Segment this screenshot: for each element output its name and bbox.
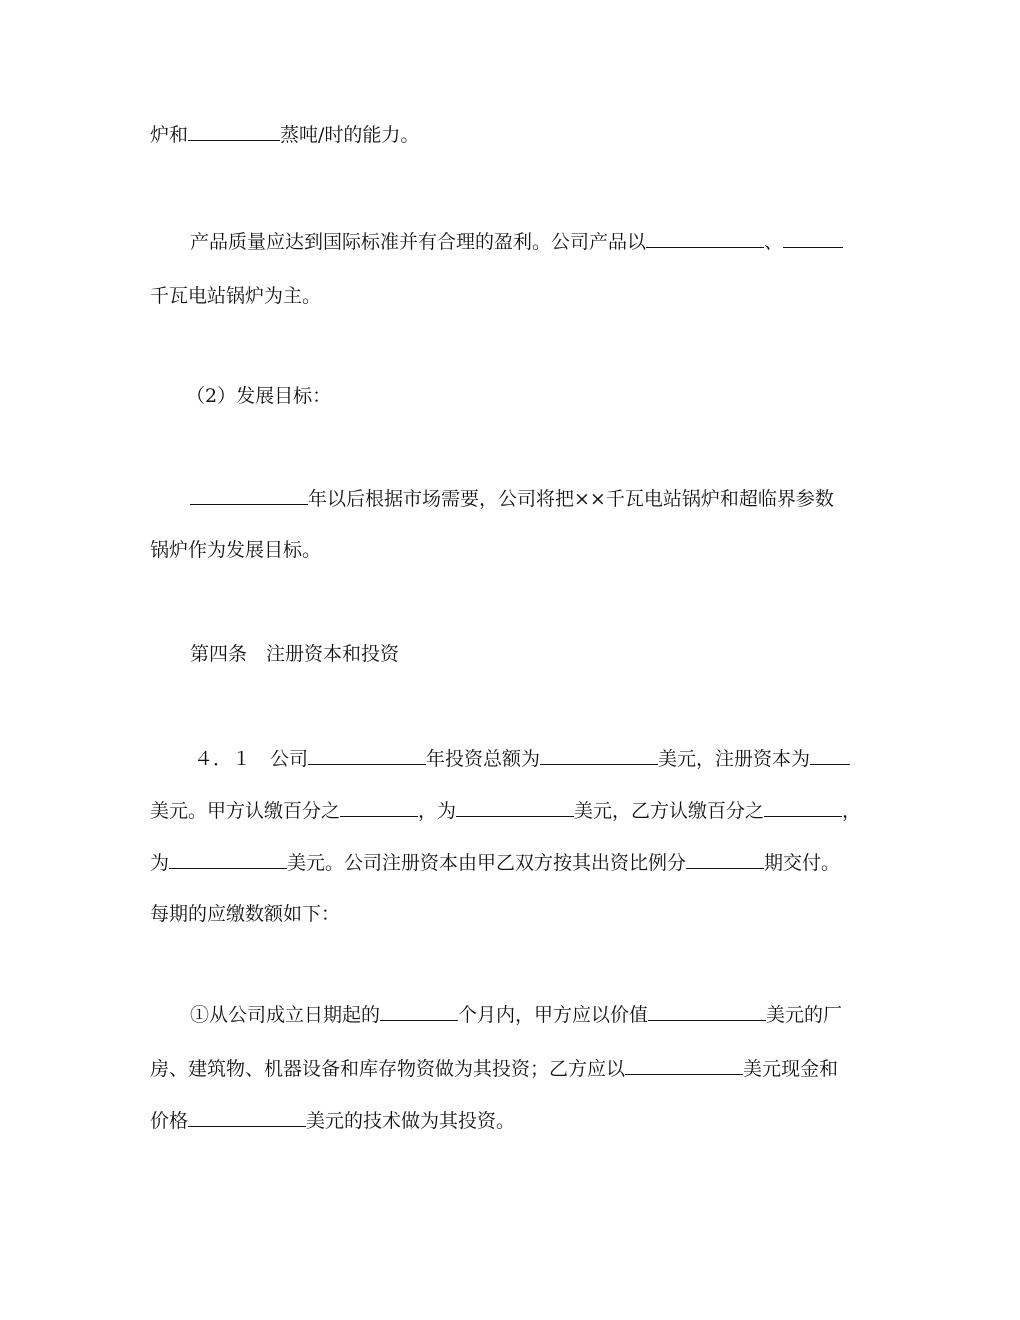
fill-blank xyxy=(810,746,850,765)
fill-blank xyxy=(686,850,764,869)
fill-blank xyxy=(764,798,842,817)
text-line: 美元。甲方认缴百分之 ，为 美元，乙方认缴百分之 ， xyxy=(150,800,862,822)
text-line: 年以后根据市场需要，公司将把××千瓦电站锅炉和超临界参数 xyxy=(190,486,1020,511)
section-heading: （2）发展目标： xyxy=(186,385,332,407)
fill-blank xyxy=(783,229,843,248)
text-line: 为 美元。公司注册资本由甲乙双方按其出资比例分 期交付。 xyxy=(150,852,841,874)
fill-blank xyxy=(456,798,574,817)
fill-blank xyxy=(188,1108,306,1127)
fill-blank xyxy=(169,850,287,869)
article-heading: 第四条 注册资本和投资 xyxy=(190,643,400,665)
fill-blank xyxy=(188,122,280,141)
fill-blank xyxy=(625,1056,743,1075)
fill-blank xyxy=(308,746,426,765)
text-line: 锅炉作为发展目标。 xyxy=(150,539,322,561)
text-line: 炉和 蒸吨/时的能力。 xyxy=(150,124,420,146)
fill-blank xyxy=(340,798,418,817)
text-line: 价格 美元的技术做为其投资。 xyxy=(150,1110,516,1132)
text-line: ①从公司成立日期起的 个月内，甲方应以价值 美元的厂 xyxy=(190,1004,843,1026)
text-line: 每期的应缴数额如下： xyxy=(150,903,341,925)
text-line: 产品质量应达到国际标准并有合理的盈利。公司产品以 、 xyxy=(190,229,1020,254)
fill-blank xyxy=(380,1002,458,1021)
fill-blank xyxy=(646,229,764,248)
text-line: ４．１ 公司 年投资总额为 美元，注册资本为 xyxy=(194,746,1020,771)
text-line: 房、建筑物、机器设备和库存物资做为其投资；乙方应以 美元现金和 xyxy=(150,1058,839,1080)
fill-blank xyxy=(648,1002,766,1021)
text-line: 千瓦电站锅炉为主。 xyxy=(150,285,322,307)
fill-blank xyxy=(540,746,658,765)
fill-blank xyxy=(190,486,308,505)
